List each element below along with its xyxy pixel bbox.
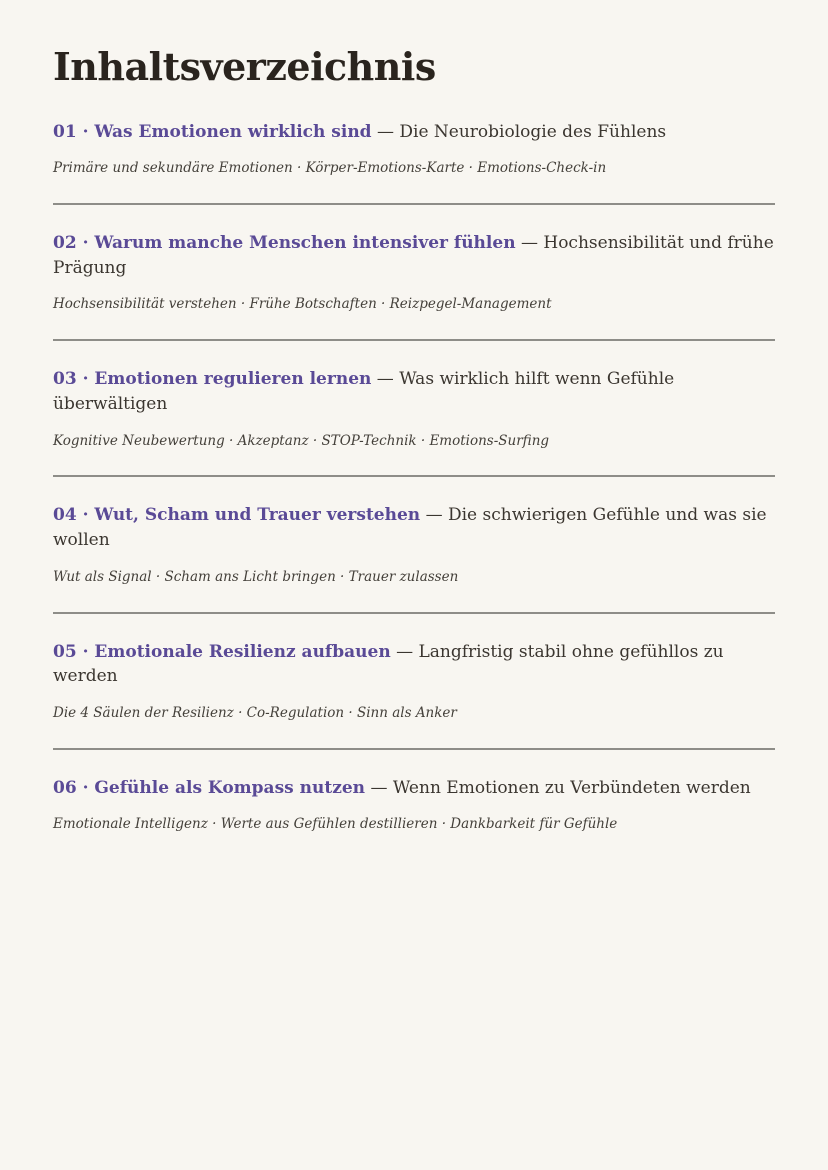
toc-entry-heading xyxy=(53,120,775,145)
toc-entry-description: Die Neurobiologie des Fühlens xyxy=(399,121,667,142)
dash-separator: — xyxy=(376,369,394,390)
toc-entry-heading xyxy=(53,231,775,280)
toc-entry-link[interactable]: 04 · Wut, Scham und Trauer verstehen xyxy=(53,505,421,526)
divider xyxy=(53,203,775,205)
toc-entry-description: Langfristig stabil ohne gefühllos zu werden xyxy=(53,641,724,687)
toc-entry xyxy=(53,120,775,206)
toc-list xyxy=(53,120,775,835)
toc-entry-heading xyxy=(53,367,775,416)
toc-entry-topics: Hochsensibilität verstehen · Frühe Botschaften · Reizpegel-Management xyxy=(53,296,552,313)
toc-entry xyxy=(53,776,775,835)
divider xyxy=(53,748,775,750)
toc-entry-topics: Emotionale Intelligenz · Werte aus Gefühlen destillieren · Dankbarkeit für Gefühle xyxy=(53,816,618,833)
toc-entry-heading xyxy=(53,640,775,689)
toc-entry-topics: Kognitive Neubewertung · Akzeptanz · STOP-Technik · Emotions-Surfing xyxy=(53,432,550,449)
toc-entry-description: Die schwierigen Gefühle und was sie wollen xyxy=(53,505,767,551)
dash-separator: — xyxy=(376,121,394,142)
divider xyxy=(53,612,775,614)
toc-entry-heading xyxy=(53,776,775,801)
page-title: Inhaltsverzeichnis xyxy=(53,44,436,89)
divider xyxy=(53,475,775,477)
toc-entry xyxy=(53,231,775,341)
dash-separator: — xyxy=(425,505,443,526)
toc-entry-topics: Wut als Signal · Scham ans Licht bringen · Trauer zulassen xyxy=(53,568,459,585)
toc-entry xyxy=(53,640,775,750)
toc-entry-description: Wenn Emotionen zu Verbündeten werden xyxy=(392,777,751,798)
toc-entry-description: Hochsensibilität und frühe Prägung xyxy=(53,233,774,278)
dash-separator: — xyxy=(370,777,388,798)
toc-entry-link[interactable]: 05 · Emotionale Resilienz aufbauen xyxy=(53,641,391,662)
dash-separator: — xyxy=(520,233,538,254)
toc-entry-description: Was wirklich hilft wenn Gefühle überwältigen xyxy=(53,369,675,414)
toc-entry-heading xyxy=(53,503,775,552)
toc-entry-topics: Die 4 Säulen der Resilienz · Co-Regulation · Sinn als Anker xyxy=(53,704,457,721)
divider xyxy=(53,339,775,341)
toc-entry-link[interactable]: 03 · Emotionen regulieren lernen xyxy=(53,369,372,390)
toc-entry-link[interactable]: 06 · Gefühle als Kompass nutzen xyxy=(53,777,366,798)
toc-entry-link[interactable]: 02 · Warum manche Menschen intensiver fühlen xyxy=(53,233,516,254)
toc-entry-link[interactable]: 01 · Was Emotionen wirklich sind xyxy=(53,121,372,142)
toc-entry-topics: Primäre und sekundäre Emotionen · Körper-Emotions-Karte · Emotions-Check-in xyxy=(53,160,607,177)
toc-entry xyxy=(53,367,775,477)
dash-separator: — xyxy=(396,641,414,662)
toc-entry xyxy=(53,503,775,613)
